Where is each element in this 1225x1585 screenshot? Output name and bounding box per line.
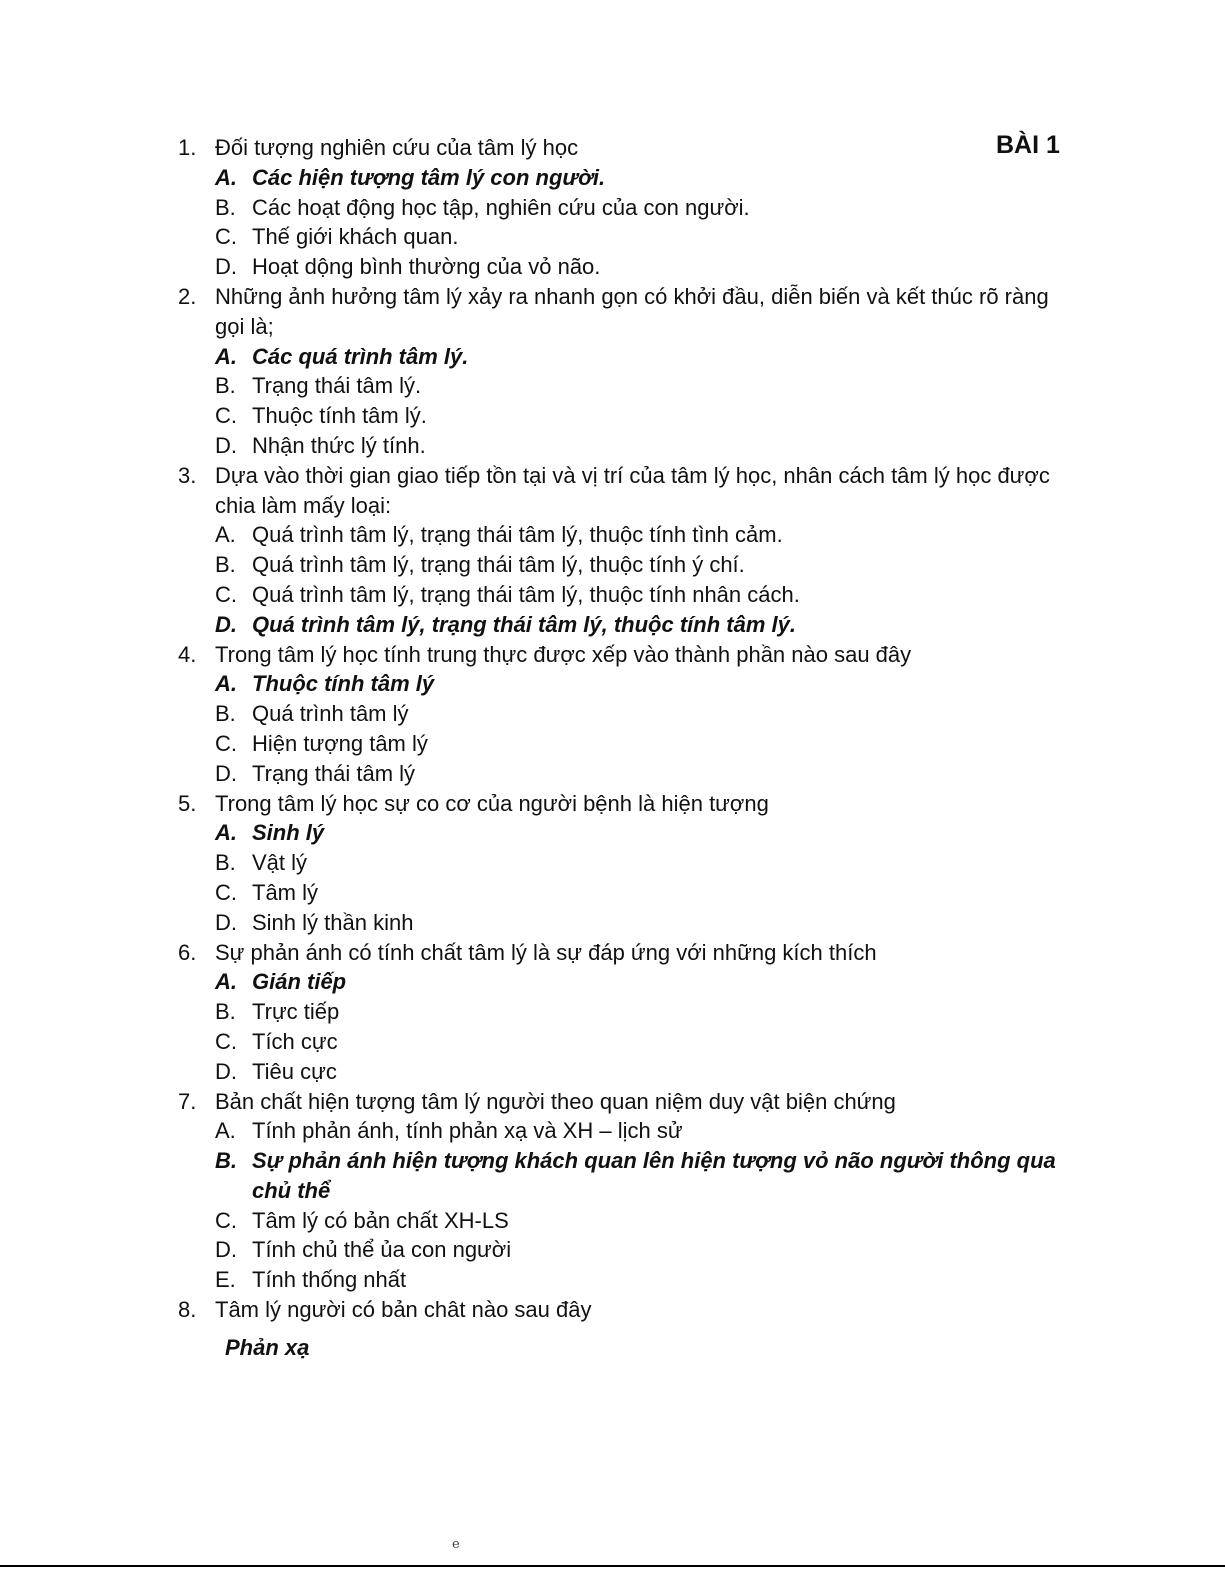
bottom-rule (0, 1565, 1225, 1567)
option-text: Quá trình tâm lý (252, 701, 409, 727)
footer-mark: e (452, 1537, 460, 1552)
option-text: Quá trình tâm lý, trạng thái tâm lý, thuộc tính ý chí. (252, 552, 745, 578)
option (215, 878, 1078, 908)
question-number: 6. (178, 939, 197, 965)
option-letter: B. (215, 552, 236, 578)
question-number: 1. (178, 135, 197, 160)
question-text: Trong tâm lý học sự co cơ của người bệnh là hiện tượng (215, 790, 769, 816)
option-letter: B. (215, 1148, 237, 1174)
option-letter: B. (215, 850, 236, 876)
page-title: BÀI 1 (996, 131, 1060, 159)
option-text: Tâm lý có bản chất XH-LS (252, 1207, 509, 1233)
option-text: Sự phản ánh hiện tượng khách quan lên hiện tượng vỏ não người thông qua chủ thể (252, 1148, 1056, 1203)
option (215, 1027, 1078, 1057)
question-text: Dựa vào thời gian giao tiếp tồn tại và vị trí của tâm lý học, nhân cách tâm lý học được chia làm mấy loại: (215, 462, 1050, 518)
option-letter: C. (215, 1207, 237, 1233)
question-text: Sự phản ánh có tính chất tâm lý là sự đáp ứng với những kích thích (215, 939, 877, 965)
answer-option (215, 967, 1078, 997)
option-text: Thế giới khách quan. (252, 224, 459, 250)
question-3 (178, 461, 1078, 521)
answer-option (215, 818, 1078, 848)
option-letter: C. (215, 224, 237, 250)
option (215, 193, 1078, 223)
option-letter: C. (215, 1028, 237, 1054)
option-text: Hoạt dộng bình thường của vỏ não. (252, 254, 601, 280)
option-letter: E. (215, 1267, 236, 1293)
answer-option (215, 669, 1078, 699)
question-6 (178, 938, 1078, 968)
question-number: 4. (178, 641, 197, 667)
option-letter: B. (215, 373, 236, 399)
free-answer-text: Phản xạ (225, 1335, 310, 1360)
option (215, 1116, 1078, 1146)
option (215, 371, 1078, 401)
option-letter: D. (215, 611, 237, 637)
answer-option (215, 342, 1078, 372)
option (215, 431, 1078, 461)
option-text: Thuộc tính tâm lý. (252, 403, 427, 429)
answer-option (215, 163, 1078, 193)
option-letter: A. (215, 522, 236, 548)
question-8 (178, 1295, 1078, 1325)
option-text: Các quá trình tâm lý. (252, 343, 469, 369)
option-text: Nhận thức lý tính. (252, 432, 426, 458)
option (215, 729, 1078, 759)
option-text: Các hoạt động học tập, nghiên cứu của con người. (252, 194, 750, 220)
option (215, 848, 1078, 878)
option-text: Trạng thái tâm lý (252, 760, 416, 786)
answer-option (215, 610, 1078, 640)
option (215, 520, 1078, 550)
question-number: 8. (178, 1297, 197, 1323)
option-text: Quá trình tâm lý, trạng thái tâm lý, thuộc tính tình cảm. (252, 522, 783, 548)
option-text: Các hiện tượng tâm lý con người. (252, 164, 606, 190)
question-text: Những ảnh hưởng tâm lý xảy ra nhanh gọn có khởi đầu, diễn biến và kết thúc rõ ràng gọi là; (215, 283, 1049, 339)
option-letter: A. (215, 1118, 236, 1144)
option-text: Vật lý (252, 850, 308, 876)
option-letter: D. (215, 909, 237, 935)
option-text: Sinh lý thần kinh (252, 909, 414, 935)
question-1 (178, 133, 1078, 163)
option-letter: C. (215, 879, 237, 905)
question-text: Bản chất hiện tượng tâm lý người theo quan niệm duy vật biện chứng (215, 1088, 896, 1114)
option-letter: A. (215, 820, 237, 846)
option-letter: D. (215, 432, 237, 458)
question-number: 3. (178, 462, 197, 488)
option-text: Sinh lý (252, 820, 325, 846)
question-2 (178, 282, 1078, 342)
option (215, 908, 1078, 938)
option-letter: B. (215, 194, 236, 220)
option-letter: B. (215, 701, 236, 727)
option (215, 222, 1078, 252)
option (215, 401, 1078, 431)
option (215, 1206, 1078, 1236)
option-text: Tính phản ánh, tính phản xạ và XH – lịch sử (252, 1118, 683, 1144)
option-letter: B. (215, 999, 236, 1025)
option-letter: C. (215, 730, 237, 756)
option-text: Quá trình tâm lý, trạng thái tâm lý, thuộc tính nhân cách. (252, 581, 800, 607)
question-text: Tâm lý người có bản chât nào sau đây (215, 1297, 592, 1323)
option-text: Trạng thái tâm lý. (252, 373, 422, 399)
option (215, 580, 1078, 610)
question-text: Trong tâm lý học tính trung thực được xếp vào thành phần nào sau đây (215, 641, 912, 667)
option (215, 759, 1078, 789)
question-number: 5. (178, 790, 197, 816)
question-4 (178, 640, 1078, 670)
option-text: Tích cực (252, 1028, 338, 1054)
question-number: 7. (178, 1088, 197, 1114)
answer-option (215, 1146, 1078, 1206)
option (215, 699, 1078, 729)
option-text: Quá trình tâm lý, trạng thái tâm lý, thuộc tính tâm lý. (252, 611, 796, 637)
option-letter: D. (215, 254, 237, 280)
option-text: Tiêu cực (252, 1058, 337, 1084)
question-text: Đối tượng nghiên cứu của tâm lý học (215, 135, 579, 160)
option-text: Thuộc tính tâm lý (252, 671, 435, 697)
option-text: Gián tiếp (252, 969, 347, 995)
question-7 (178, 1087, 1078, 1117)
option (215, 1057, 1078, 1087)
option-text: Tâm lý (252, 879, 318, 905)
option-letter: D. (215, 760, 237, 786)
option-text: Hiện tượng tâm lý (252, 730, 428, 756)
option (215, 1235, 1078, 1265)
option-letter: C. (215, 403, 237, 429)
option-letter: C. (215, 581, 237, 607)
question-number: 2. (178, 283, 197, 309)
option-text: Tính chủ thể ủa con người (252, 1237, 512, 1263)
option-text: Trực tiếp (252, 999, 340, 1025)
option (215, 1265, 1078, 1295)
option-text: Tính thống nhất (252, 1267, 407, 1293)
option-letter: A. (215, 164, 237, 190)
option (215, 550, 1078, 580)
option (215, 997, 1078, 1027)
option-letter: A. (215, 343, 237, 369)
question-5 (178, 789, 1078, 819)
question-list (178, 133, 1078, 1325)
option-letter: D. (215, 1058, 237, 1084)
option-letter: A. (215, 969, 237, 995)
option-letter: D. (215, 1237, 237, 1263)
option (215, 252, 1078, 282)
option-letter: A. (215, 671, 237, 697)
